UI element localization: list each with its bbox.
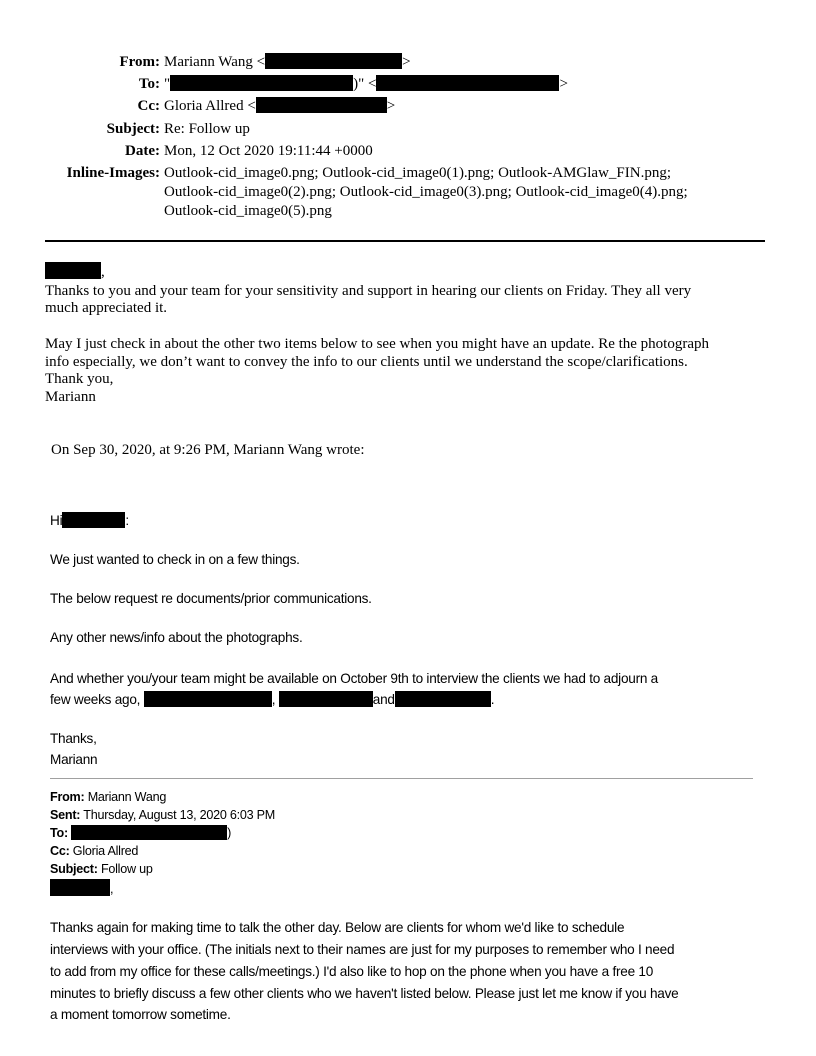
quote-intro: On Sep 30, 2020, at 9:26 PM, Mariann Wang wrote:: [51, 442, 365, 458]
redaction: [395, 691, 491, 707]
date-label: Date:: [125, 143, 160, 159]
quoted-line: Any other news/info about the photographs.: [50, 630, 303, 645]
inline-image-line: Outlook-cid_image0(5).png: [164, 203, 332, 219]
body-line: May I just check in about the other two items below to see when you might have an update. Re the photograph: [45, 336, 710, 352]
subject-label: Subject:: [106, 121, 160, 137]
quote-divider: [50, 778, 753, 779]
redaction: [144, 691, 272, 707]
quoted-line: And whether you/your team might be available on October 9th to interview the clients we had to adjourn a: [50, 671, 658, 686]
quoted-line: few weeks ago, , and .: [50, 692, 495, 707]
redaction: [376, 75, 559, 91]
redaction: [50, 879, 110, 896]
header-divider: [45, 240, 765, 242]
cc-label: Cc:: [137, 98, 160, 114]
original-line: interviews with your office. (The initials next to their names are just for my purposes to remember who I need: [50, 942, 675, 957]
inline-image-line: Outlook-cid_image0(2).png; Outlook-cid_image0(3).png; Outlook-cid_image0(4).png;: [164, 184, 688, 200]
original-line: Thanks again for making time to talk the other day. Below are clients for whom we'd like to schedule: [50, 920, 625, 935]
subject-value: Re: Follow up: [164, 121, 250, 137]
redaction: [265, 53, 402, 69]
email-document: From: Mariann Wang < > To: " )" < > Cc: Gloria Allred < > Subject: Re: Follow up Date: Mon, 12 Oct 2020 19:11:44 +0000 Inline-Images: Outlook-cid_image0.png; Outlook-cid_image0(1).png; Outlook-AMGlaw_FIN.png; Outlook-cid_image0(2).png; Outlook-cid_image0(3).png; Outlook-cid_image0(4).png; Outlook-cid_image0(5).png , Thanks to you and your team for your sensitivity and support in hearing our clients on Friday. They all very much appreciated it. May I just check in about the other two items below to see when you might have an update. Re the photograph info especially, we don’t want to convey the info to our clients until we understand the scope/clarifications. Thank you, Mariann On Sep 30, 2020, at 9:26 PM, Mariann Wang wrote: Hi : We just wanted to check in on a few things. The below request re documents/prior communications. Any other news/info about the photographs. And whether you/your team might be available on October 9th to interview the clients we had to adjourn a few weeks ago, , and . Thanks, Mariann From: Mariann Wang Sent: Thursday, August 13, 2020 6:03 PM To: ) Cc: Gloria Allred Subject: Follow up , Thanks again for making time to talk the other day. Below are clients for whom we'd like to schedule interviews with your office. (The initials next to their names are just for my purposes to remember who I need to add from my office for these calls/meetings.) I'd also like to hop on the phone when you have a free 10 minutes to briefly discuss a few other clients who we haven't listed below. Please just let me know if you have a moment tomorrow sometime.: [0, 0, 816, 1056]
to-value: " )" < >: [164, 76, 568, 92]
redaction: [71, 825, 227, 840]
to-label: To:: [138, 76, 160, 92]
inline-image-line: Outlook-cid_image0.png; Outlook-cid_image0(1).png; Outlook-AMGlaw_FIN.png;: [164, 165, 672, 181]
redaction: [279, 691, 373, 707]
quoted-line: Thanks,: [50, 731, 97, 746]
body-line: Thank you,: [45, 371, 114, 387]
quoted-line: Mariann: [50, 752, 98, 767]
quoted-line: The below request re documents/prior communications.: [50, 591, 372, 606]
redaction: [256, 97, 387, 113]
body-line: Mariann: [45, 389, 96, 405]
cc-value: Gloria Allred < >: [164, 98, 396, 114]
redaction: [170, 75, 353, 91]
original-line: a moment tomorrow sometime.: [50, 1007, 231, 1022]
original-line: minutes to briefly discuss a few other clients who we haven't listed below. Please just let me know if you have: [50, 986, 679, 1001]
from-value: Mariann Wang < >: [164, 54, 411, 70]
date-value: Mon, 12 Oct 2020 19:11:44 +0000: [164, 143, 373, 159]
body-line: Thanks to you and your team for your sensitivity and support in hearing our clients on Friday. They all very: [45, 283, 692, 299]
body-line: much appreciated it.: [45, 300, 168, 316]
original-line: to add from my office for these calls/meetings.) I'd also like to hop on the phone when you have a free 10: [50, 964, 654, 979]
from-label: From:: [119, 54, 160, 70]
inline-images-label: Inline-Images:: [66, 165, 160, 181]
body-line: info especially, we don’t want to convey the info to our clients until we understand the scope/clarifications.: [45, 354, 688, 370]
redaction: [45, 262, 101, 279]
redaction: [62, 512, 125, 528]
quoted-line: We just wanted to check in on a few things.: [50, 552, 300, 567]
